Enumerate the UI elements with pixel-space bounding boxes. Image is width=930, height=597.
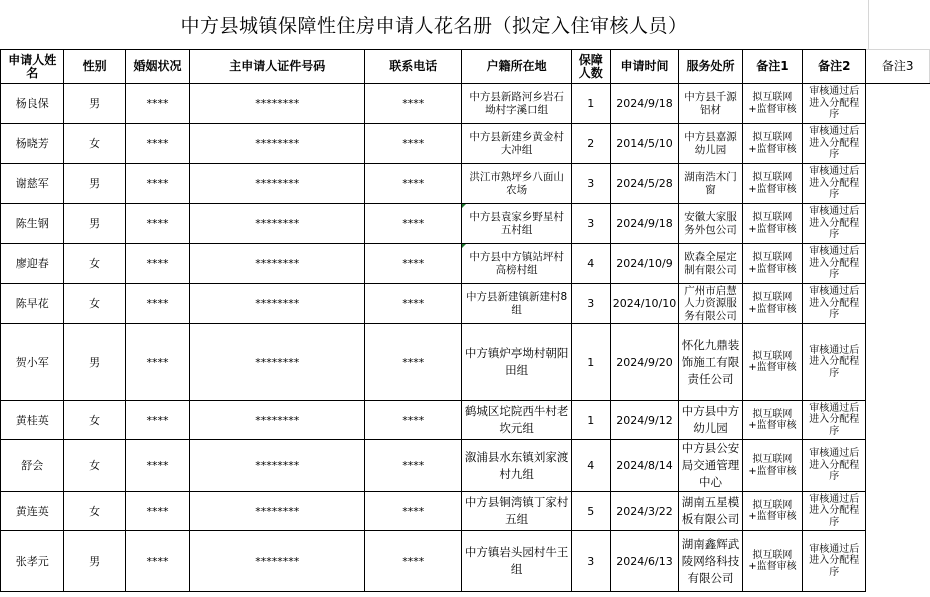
cell-address[interactable]: 中方县新建镇新建村8组 [462,284,571,324]
table-body [1,84,930,592]
cell-phone[interactable]: **** [365,124,462,164]
cell-count[interactable]: 1 [571,84,610,124]
cell-marital[interactable]: **** [125,284,189,324]
cell-workplace[interactable]: 中方县中方幼儿园 [679,401,742,440]
cell-note1[interactable]: 拟互联网+监督审核 [742,244,802,284]
cell-id[interactable]: ******** [190,204,365,244]
cell-marital[interactable]: **** [125,401,189,440]
cell-name[interactable]: 贺小军 [1,324,64,401]
table-row [1,401,930,440]
table-row [1,124,930,164]
cell-address[interactable]: 溆浦县水东镇刘家渡村九组 [462,440,571,492]
cell-date[interactable]: 2024/6/13 [610,531,679,592]
cell-note1[interactable]: 拟互联网+监督审核 [742,440,802,492]
table-row [1,284,930,324]
cell-name[interactable]: 黄连英 [1,492,64,531]
cell-note1[interactable]: 拟互联网+监督审核 [742,531,802,592]
cell-id[interactable]: ******** [190,164,365,204]
cell-note2[interactable]: 审核通过后进入分配程序 [803,244,866,284]
cell-workplace[interactable]: 安徽大家服务外包公司 [679,204,742,244]
cell-id[interactable]: ******** [190,284,365,324]
cell-count[interactable]: 3 [571,204,610,244]
cell-marital[interactable]: **** [125,204,189,244]
cell-note3[interactable] [866,531,930,592]
cell-workplace[interactable]: 湖南鑫辉武陵网络科技有限公司 [679,531,742,592]
cell-phone[interactable]: **** [365,324,462,401]
table-row [1,84,930,124]
cell-phone[interactable]: **** [365,84,462,124]
cell-sex[interactable]: 男 [64,324,125,401]
cell-id[interactable]: ******** [190,244,365,284]
cell-sex[interactable]: 男 [64,84,125,124]
cell-sex[interactable]: 男 [64,204,125,244]
cell-date[interactable]: 2024/10/9 [610,244,679,284]
header-note3[interactable]: 备注3 [866,50,930,84]
cell-note3[interactable] [866,204,930,244]
cell-id[interactable]: ******** [190,492,365,531]
cell-name[interactable]: 杨良保 [1,84,64,124]
table-row [1,324,930,401]
cell-date[interactable]: 2024/9/12 [610,401,679,440]
cell-sex[interactable]: 女 [64,492,125,531]
cell-count[interactable]: 3 [571,284,610,324]
cell-note2[interactable]: 审核通过后进入分配程序 [803,492,866,531]
cell-note2[interactable]: 审核通过后进入分配程序 [803,84,866,124]
cell-marital[interactable]: **** [125,124,189,164]
cell-note2[interactable]: 审核通过后进入分配程序 [803,284,866,324]
cell-note1[interactable]: 拟互联网+监督审核 [742,401,802,440]
cell-sex[interactable]: 女 [64,440,125,492]
cell-sex[interactable]: 女 [64,124,125,164]
cell-name[interactable]: 陈早花 [1,284,64,324]
cell-marital[interactable]: **** [125,324,189,401]
cell-note2[interactable]: 审核通过后进入分配程序 [803,164,866,204]
cell-date[interactable]: 2024/8/14 [610,440,679,492]
table-row [1,164,930,204]
cell-address[interactable]: 鹤城区坨院西牛村老坎元组 [462,401,571,440]
table-row [1,204,930,244]
cell-sex[interactable]: 男 [64,164,125,204]
cell-note2[interactable]: 审核通过后进入分配程序 [803,531,866,592]
cell-workplace[interactable]: 湖南五星模板有限公司 [679,492,742,531]
cell-sex[interactable]: 男 [64,531,125,592]
cell-note3[interactable] [866,124,930,164]
cell-address[interactable]: 中方镇岩头园村牛王组 [462,531,571,592]
cell-date[interactable]: 2024/10/10 [610,284,679,324]
table-row [1,492,930,531]
cell-phone[interactable]: **** [365,244,462,284]
cell-id[interactable]: ******** [190,531,365,592]
cell-note3[interactable] [866,492,930,531]
header-date[interactable]: 申请时间 [610,50,679,84]
cell-id[interactable]: ******** [190,440,365,492]
header-row [1,50,930,84]
cell-name[interactable]: 谢慈军 [1,164,64,204]
cell-date[interactable]: 2024/5/28 [610,164,679,204]
header-note1[interactable]: 备注1 [742,50,802,84]
cell-address[interactable]: 中方县新路河乡岩石坳村字溪口组 [462,84,571,124]
cell-note1[interactable]: 拟互联网+监督审核 [742,204,802,244]
cell-note3[interactable] [866,324,930,401]
cell-date[interactable]: 2024/3/22 [610,492,679,531]
cell-marital[interactable]: **** [125,164,189,204]
header-note2[interactable]: 备注2 [803,50,866,84]
table-row [1,531,930,592]
cell-date[interactable]: 2024/9/20 [610,324,679,401]
cell-marital[interactable]: **** [125,531,189,592]
cell-name[interactable]: 陈生钢 [1,204,64,244]
header-phone[interactable]: 联系电话 [365,50,462,84]
cell-workplace[interactable]: 湖南浩木门窗 [679,164,742,204]
table-row [1,440,930,492]
cell-phone[interactable]: **** [365,492,462,531]
cell-note1[interactable]: 拟互联网+监督审核 [742,492,802,531]
cell-note1[interactable]: 拟互联网+监督审核 [742,324,802,401]
cell-note2[interactable]: 审核通过后进入分配程序 [803,324,866,401]
cell-workplace[interactable]: 广州市启慧人力资源服务有限公司 [679,284,742,324]
table-row [1,244,930,284]
cell-marital[interactable]: **** [125,492,189,531]
cell-address[interactable]: 中方县新建乡黄金村大冲组 [462,124,571,164]
cell-address[interactable]: 洪江市熟坪乡八面山农场 [462,164,571,204]
cell-count[interactable]: 4 [571,244,610,284]
cell-id[interactable]: ******** [190,401,365,440]
header-name[interactable]: 申请人姓名 [1,50,64,84]
title-right-cell[interactable] [868,0,930,49]
cell-phone[interactable]: **** [365,440,462,492]
cell-date[interactable]: 2024/9/18 [610,84,679,124]
cell-note2[interactable]: 审核通过后进入分配程序 [803,204,866,244]
cell-sex[interactable]: 女 [64,401,125,440]
cell-id[interactable]: ******** [190,124,365,164]
cell-id[interactable]: ******** [190,84,365,124]
cell-count[interactable]: 5 [571,492,610,531]
cell-count[interactable]: 2 [571,124,610,164]
cell-note3[interactable] [866,84,930,124]
cell-address[interactable]: 中方镇炉亭坳村朝阳田组 [462,324,571,401]
cell-marital[interactable]: **** [125,440,189,492]
cell-workplace[interactable]: 中方县公安局交通管理中心 [679,440,742,492]
cell-note3[interactable] [866,440,930,492]
cell-name[interactable]: 舒会 [1,440,64,492]
cell-count[interactable]: 4 [571,440,610,492]
cell-count[interactable]: 1 [571,324,610,401]
cell-name[interactable]: 杨晓芳 [1,124,64,164]
cell-marital[interactable]: **** [125,84,189,124]
header-marital[interactable]: 婚姻状况 [125,50,189,84]
cell-sex[interactable]: 女 [64,284,125,324]
cell-name[interactable]: 黄桂英 [1,401,64,440]
cell-id[interactable]: ******** [190,324,365,401]
cell-note3[interactable] [866,244,930,284]
cell-workplace[interactable]: 中方县千源铝材 [679,84,742,124]
sheet-title: 中方县城镇保障性住房申请人花名册（拟定入住审核人员） [180,15,688,37]
cell-address[interactable]: 中方县中方镇站坪村高榜村组 [462,244,571,284]
cell-note2[interactable]: 审核通过后进入分配程序 [803,440,866,492]
applicant-table [0,49,930,592]
cell-name[interactable]: 张孝元 [1,531,64,592]
cell-note1[interactable]: 拟互联网+监督审核 [742,84,802,124]
cell-note3[interactable] [866,401,930,440]
cell-address[interactable]: 中方县铜湾镇丁家村五组 [462,492,571,531]
cell-count[interactable]: 3 [571,164,610,204]
header-sex[interactable]: 性别 [64,50,125,84]
cell-address[interactable]: 中方县袁家乡野星村五村组 [462,204,571,244]
cell-count[interactable]: 3 [571,531,610,592]
cell-note2[interactable]: 审核通过后进入分配程序 [803,124,866,164]
header-address[interactable]: 户籍所在地 [462,50,571,84]
cell-marital[interactable]: **** [125,244,189,284]
header-workplace[interactable]: 服务处所 [679,50,742,84]
cell-phone[interactable]: **** [365,284,462,324]
cell-date[interactable]: 2024/9/18 [610,204,679,244]
header-count[interactable]: 保障人数 [571,50,610,84]
cell-sex[interactable]: 女 [64,244,125,284]
cell-note3[interactable] [866,284,930,324]
cell-workplace[interactable]: 欧森全屋定制有限公司 [679,244,742,284]
cell-workplace[interactable]: 怀化九鼎装饰施工有限责任公司 [679,324,742,401]
cell-note1[interactable]: 拟互联网+监督审核 [742,164,802,204]
cell-note1[interactable]: 拟互联网+监督审核 [742,124,802,164]
cell-note2[interactable]: 审核通过后进入分配程序 [803,401,866,440]
cell-name[interactable]: 廖迎春 [1,244,64,284]
cell-workplace[interactable]: 中方县嘉源幼儿园 [679,124,742,164]
cell-phone[interactable]: **** [365,531,462,592]
cell-phone[interactable]: **** [365,204,462,244]
cell-note3[interactable] [866,164,930,204]
cell-count[interactable]: 1 [571,401,610,440]
header-id[interactable]: 主申请人证件号码 [190,50,365,84]
cell-phone[interactable]: **** [365,401,462,440]
cell-phone[interactable]: **** [365,164,462,204]
cell-date[interactable]: 2014/5/10 [610,124,679,164]
cell-note1[interactable]: 拟互联网+监督审核 [742,284,802,324]
